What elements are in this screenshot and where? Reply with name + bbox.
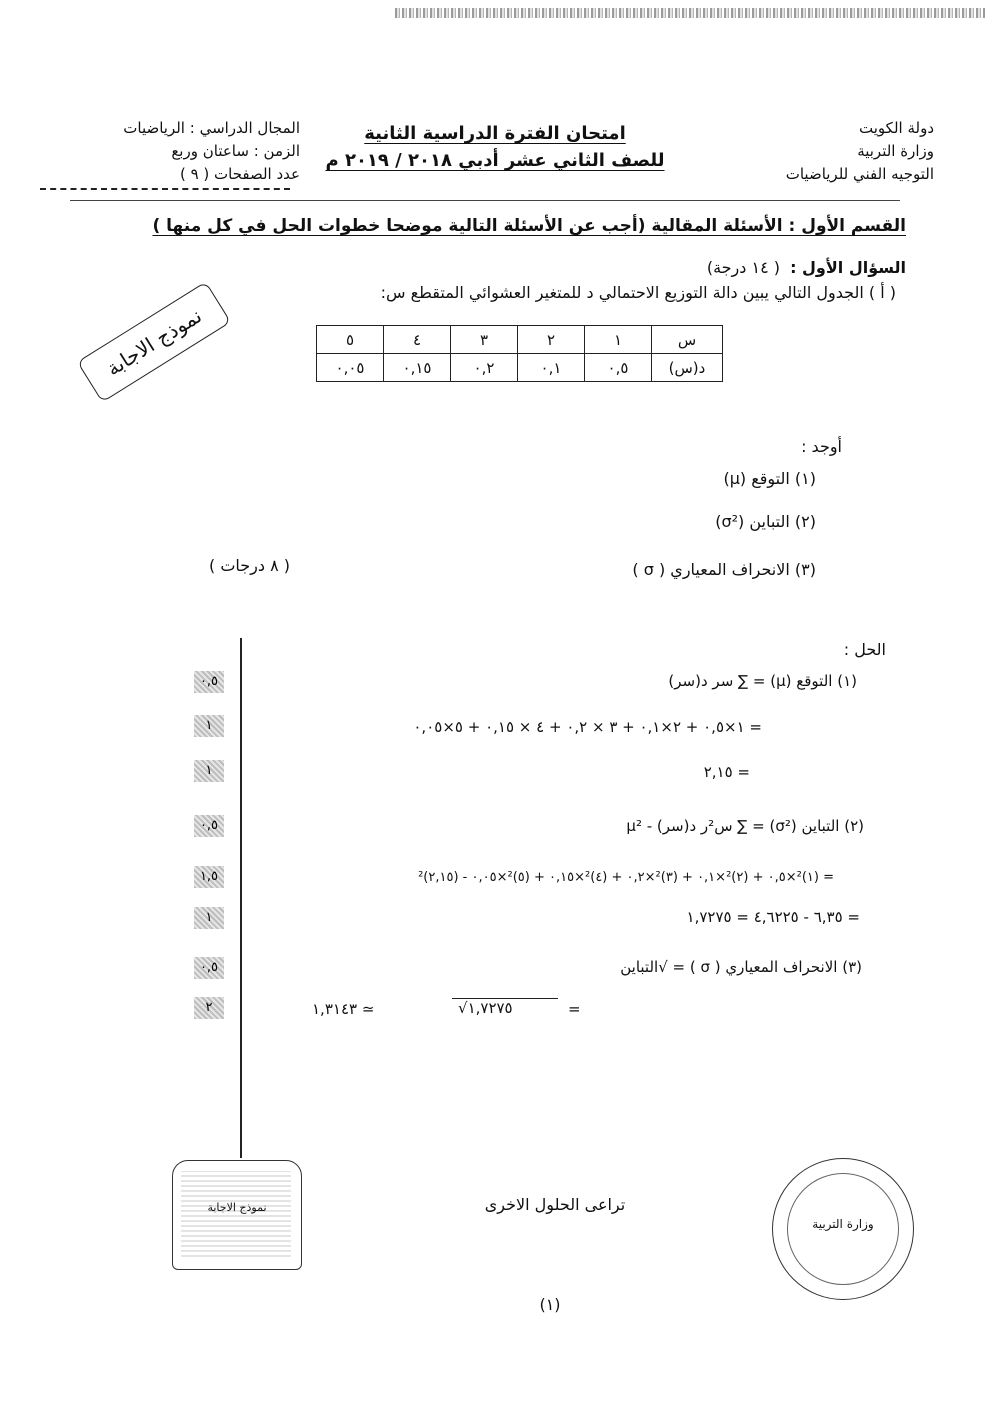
- mark-badge: ٠,٥: [194, 815, 224, 837]
- equals-sign: =: [568, 1000, 581, 1018]
- table-cell: ١: [585, 326, 652, 354]
- footer-note: تراعى الحلول الاخرى: [484, 1195, 626, 1214]
- margin-line: [240, 638, 242, 1158]
- exam-subtitle: للصف الثاني عشر أدبي ٢٠١٨ / ٢٠١٩ م: [325, 150, 665, 171]
- header-left: [80, 117, 300, 186]
- table-cell: ٠,٥: [585, 354, 652, 382]
- question-label: السؤال الأول :: [790, 258, 906, 277]
- section-title: القسم الأول : الأسئلة المقالية (أجب عن الأسئلة التالية موضحا خطوات الحل في كل منها ): [152, 216, 906, 236]
- solution-label: الحل :: [843, 640, 886, 659]
- ministry: وزارة التربية: [857, 142, 934, 160]
- distribution-table: [316, 325, 723, 382]
- solution-line-3: = ٢,١٥: [703, 763, 750, 781]
- page-count: عدد الصفحات ( ٩ ): [179, 165, 300, 183]
- table-cell: ٠,٢: [451, 354, 518, 382]
- stamp-right-text: وزارة التربية: [812, 1217, 874, 1231]
- std-dev-result: ١,٣١٤٣ ≃: [312, 1000, 375, 1018]
- table-row: [317, 354, 723, 382]
- mark-badge: ١,٥: [194, 866, 224, 888]
- table-cell: ٠,١٥: [384, 354, 451, 382]
- solution-line-4: (٢) التباين (σ²) = ∑ س²ر د(سر) - μ²: [626, 817, 864, 835]
- country: دولة الكويت: [859, 119, 934, 137]
- mark-badge: ٢: [194, 997, 224, 1019]
- answer-model-stamp: نموذج الاجابة: [77, 281, 231, 402]
- table-cell: ٤: [384, 326, 451, 354]
- table-cell: ٥: [317, 326, 384, 354]
- solution-line-6: = ٦,٣٥ - ٤,٦٢٢٥ = ١,٧٢٧٥: [686, 908, 860, 926]
- table-header-x: س: [652, 326, 723, 354]
- subject: المجال الدراسي : الرياضيات: [123, 119, 300, 137]
- header-center: [300, 120, 690, 174]
- exam-title: امتحان الفترة الدراسية الثانية: [364, 123, 626, 144]
- mark-badge: ٠,٥: [194, 957, 224, 979]
- table-cell: ٢: [518, 326, 585, 354]
- find-item-1: (١) التوقع (μ): [723, 469, 816, 488]
- table-cell: ٠,١: [518, 354, 585, 382]
- question-points: ( ١٤ درجة): [706, 258, 780, 277]
- find-item-2: (٢) التباين (σ²): [715, 512, 816, 531]
- stamp-left-text: نموذج الاجابة: [207, 1201, 267, 1214]
- solution-line-7: (٣) الانحراف المعياري ( σ ) = √التباين: [620, 958, 862, 976]
- sqrt-icon: √: [458, 999, 468, 1017]
- solution-line-2: = ١×٠,٥ + ٢×٠,١ + ٣ × ٠,٢ + ٤ × ٠,١٥ + ٥×٠,٠٥: [413, 718, 762, 736]
- scan-noise: [395, 8, 985, 18]
- page-number: (١): [539, 1295, 561, 1314]
- header-rule: [70, 200, 900, 201]
- table-cell: ٠,٠٥: [317, 354, 384, 382]
- stamp-left: [172, 1160, 302, 1270]
- header-dashes: [40, 188, 290, 190]
- find-points: ( ٨ درجات ): [208, 556, 290, 575]
- stamp-pattern: [181, 1171, 291, 1257]
- solution-line-5: = (١)²×٠,٥ + (٢)²×٠,١ + (٣)²×٠,٢ + (٤)²×٠,١٥ + (٥)²×٠,٠٥ - (٢,١٥)²: [418, 870, 834, 885]
- mark-badge: ١: [194, 907, 224, 929]
- table-cell: ٣: [451, 326, 518, 354]
- department: التوجيه الفني للرياضيات: [785, 165, 934, 183]
- stamp-right: [772, 1158, 914, 1300]
- mark-badge: ٠,٥: [194, 671, 224, 693]
- table-header-px: د(س): [652, 354, 723, 382]
- find-item-3: (٣) الانحراف المعياري ( σ ): [632, 560, 816, 579]
- question-part-a: ( أ ) الجدول التالي يبين دالة التوزيع الاحتمالي د للمتغير العشوائي المتقطع س:: [380, 283, 896, 302]
- find-label: أوجد :: [801, 437, 842, 456]
- duration: الزمن : ساعتان وربع: [171, 142, 300, 160]
- header-right: [694, 117, 934, 186]
- mark-badge: ١: [194, 760, 224, 782]
- table-row: [317, 326, 723, 354]
- sqrt-value: √١,٧٢٧٥: [452, 998, 558, 1017]
- solution-line-1: (١) التوقع (μ) = ∑ سر د(سر): [668, 672, 857, 690]
- mark-badge: ١: [194, 715, 224, 737]
